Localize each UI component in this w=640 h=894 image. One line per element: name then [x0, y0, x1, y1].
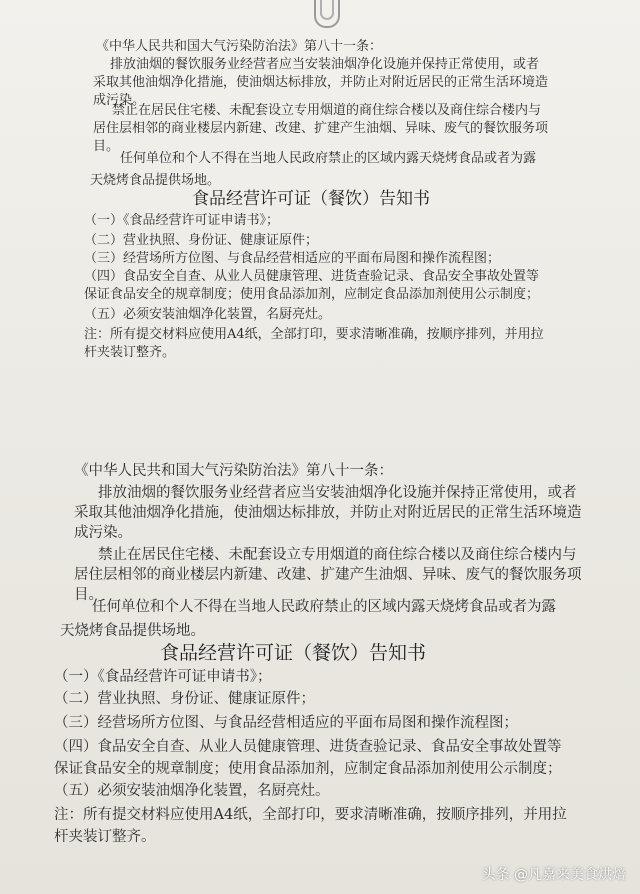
list-item: （二）营业执照、身份证、健康证原件； — [54, 691, 315, 707]
note-line: 注：所有提交材料应使用A4纸，全部打印，要求清晰准确，按顺序排列，并用拉 — [54, 807, 567, 823]
list-item: 保证食品安全的规章制度；使用食品添加剂，应制定食品添加剂使用公示制度； — [84, 287, 540, 302]
notice-title: 食品经营许可证（餐饮）告知书 — [192, 189, 430, 209]
list-item: （三）经营场所方位图、与食品经营相适应的平面布局图和操作流程图； — [54, 715, 518, 731]
paragraph-line: 目。 — [74, 587, 103, 603]
list-item: （五）必须安装油烟净化装置，名厨亮灶。 — [84, 307, 332, 322]
paragraph-line: 禁止在居民住宅楼、未配套设立专用烟道的商住综合楼以及商住综合楼内与 — [112, 103, 542, 118]
paragraph-line: 采取其他油烟净化措施，使油烟达标排放，并防止对附近居民的正常生活环境造 — [93, 75, 549, 90]
list-item: （一）《食品经营许可证申请书》； — [84, 213, 280, 228]
notice-title: 食品经营许可证（餐饮）告知书 — [160, 642, 427, 664]
note-line: 注：所有提交材料应使用A4纸，全部打印，要求清晰准确，按顺序排列，并用拉 — [84, 327, 544, 342]
law-heading: 《中华人民共和国大气污染防治法》第八十一条： — [74, 463, 393, 479]
note-line: 杆夹装订整齐。 — [54, 829, 156, 845]
law-heading: 《中华人民共和国大气污染防治法》第八十一条： — [96, 39, 383, 54]
note-line: 杆夹装订整齐。 — [84, 345, 176, 360]
paragraph-line: 禁止在居民住宅楼、未配套设立专用烟道的商住综合楼以及商住综合楼内与 — [98, 547, 577, 563]
list-item: （二）营业执照、身份证、健康证原件； — [84, 233, 319, 248]
paper-clip-inner — [320, 0, 334, 20]
paragraph-line: 居住层相邻的商业楼层内新建、改建、扩建产生油烟、异味、废气的餐饮服务项 — [93, 121, 549, 136]
watermark: 头条 @凡嘉来美食烘焙 — [481, 867, 626, 883]
list-item: （四）食品安全自查、从业人员健康管理、进货查验记录、食品安全事故处置等 — [54, 739, 562, 755]
paragraph-line: 天烧烤食品提供场地。 — [60, 623, 205, 639]
paragraph-line: 采取其他油烟净化措施，使油烟达标排放，并防止对附近居民的正常生活环境造 — [74, 505, 582, 521]
paragraph-line: 目。 — [93, 139, 120, 154]
paragraph-line: 排放油烟的餐饮服务业经营者应当安装油烟净化设施并保持正常使用，或者 — [110, 57, 540, 72]
paragraph-line: 天烧烤食品提供场地。 — [90, 173, 221, 188]
paragraph-line: 成污染。 — [93, 93, 146, 108]
paragraph-line: 居住层相邻的商业楼层内新建、改建、扩建产生油烟、异味、废气的餐饮服务项 — [74, 567, 582, 583]
list-item: 保证食品安全的规章制度；使用食品添加剂，应制定食品添加剂使用公示制度； — [54, 761, 562, 777]
list-item: （五）必须安装油烟净化装置，名厨亮灶。 — [54, 783, 330, 799]
paragraph-line: 任何单位和个人不得在当地人民政府禁止的区域内露天烧烤食品或者为露 — [92, 599, 556, 615]
paragraph-line: 排放油烟的餐饮服务业经营者应当安装油烟净化设施并保持正常使用，或者 — [98, 485, 577, 501]
paragraph-line: 任何单位和个人不得在当地人民政府禁止的区域内露天烧烤食品或者为露 — [120, 151, 537, 166]
list-item: （三）经营场所方位图、与食品经营相适应的平面布局图和操作流程图； — [84, 251, 501, 266]
list-item: （四）食品安全自查、从业人员健康管理、进货查验记录、食品安全事故处置等 — [84, 269, 540, 284]
list-item: （一）《食品经营许可证申请书》； — [54, 669, 272, 685]
paragraph-line: 成污染。 — [74, 525, 132, 541]
